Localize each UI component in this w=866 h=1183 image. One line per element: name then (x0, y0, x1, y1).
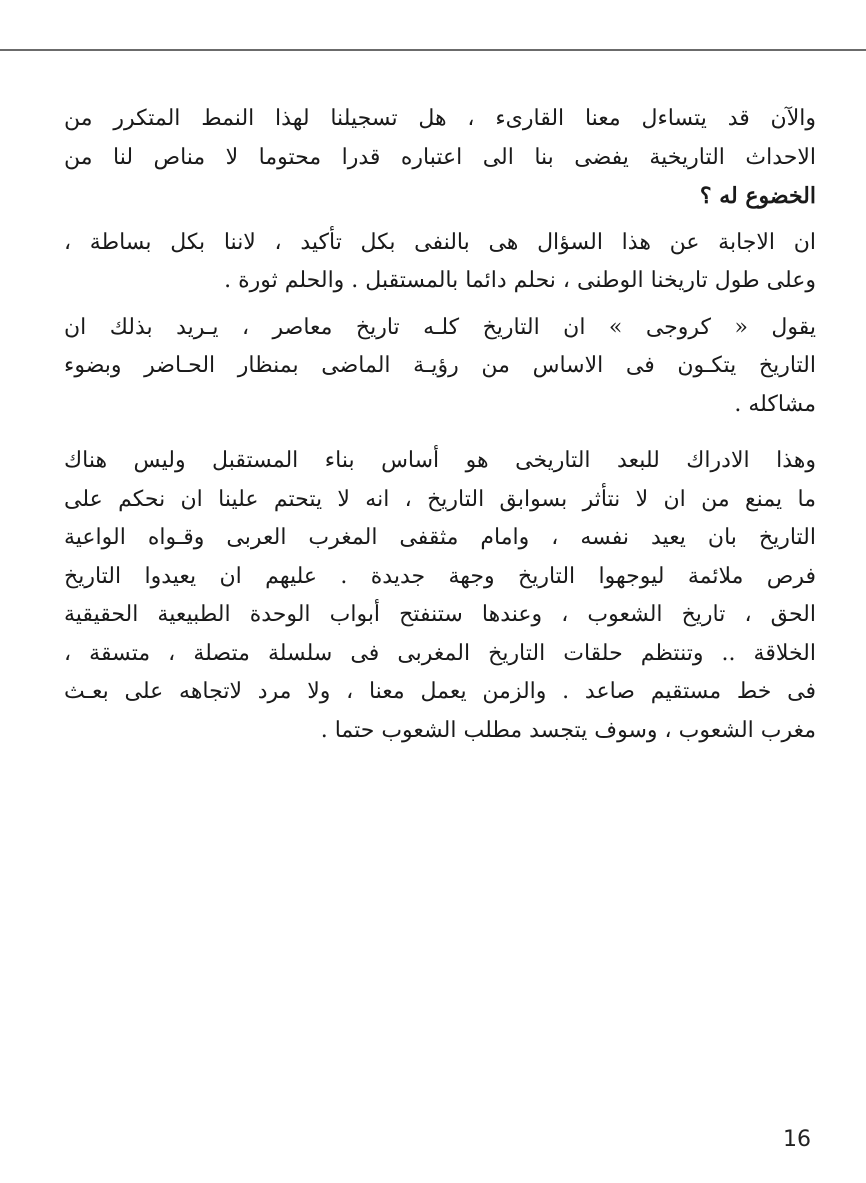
text-line: ما يمنع من ان لا نتأثر بسوابق التاريخ ، انه لا يتحتم علينا ان نحكم على (64, 486, 816, 512)
paragraph-2 (64, 224, 816, 301)
body-text (64, 100, 816, 758)
text-line: الاحداث التاريخية يفضى بنا الى اعتباره قدرا محتوما لا مناص لنا من (64, 144, 816, 170)
text-line: والآن قد يتساءل معنا القارىء ، هل تسجيلنا لهذا النمط المتكرر من (64, 106, 816, 131)
text-line: الحق ، تاريخ الشعوب ، وعندها ستنفتح أبواب الوحدة الطبيعية الحقيقية (64, 602, 816, 627)
text-line: وعلى طول تاريخنا الوطنى ، نحلم دائما بالمستقبل . والحلم ثورة . (224, 268, 816, 293)
text-line: مشاكله . (734, 391, 816, 417)
text-line: التاريخ بان يعيد نفسه ، وامام مثقفى المغرب العربى وقـواه الواعية (64, 525, 816, 550)
text-line: وهذا الادراك للبعد التاريخى هو أساس بناء المستقبل وليس هناك (64, 448, 816, 473)
paragraph-1 (64, 100, 816, 216)
page-number: 16 (783, 1127, 811, 1152)
text-line: مغرب الشعوب ، وسوف يتجسد مطلب الشعوب حتما . (320, 717, 816, 743)
text-line: يقول « كروجى » ان التاريخ كلـه تاريخ معاصر ، يـريد بذلك ان (64, 314, 816, 340)
text-line: فرص ملائمة ليوجهوا التاريخ وجهة جديدة . عليهم ان يعيدوا التاريخ (64, 563, 816, 589)
paragraph-3 (64, 309, 816, 425)
text-line: الخلاقة .. وتنتظم حلقات التاريخ المغربى فى سلسلة متصلة ، متسقة ، (64, 640, 816, 666)
text-line: ان الاجابة عن هذا السؤال هى بالنفى بكل تأكيد ، لاننا بكل بساطة ، (64, 229, 816, 255)
header-rule (0, 49, 866, 51)
text-line: فى خط مستقيم صاعد . والزمن يعمل معنا ، ولا مرد لاتجاهه على بعـث (64, 679, 816, 704)
text-line: الخضوع له ؟ (699, 183, 816, 209)
text-line: التاريخ يتكـون فى الاساس من رؤيـة الماضى بمنظار الحـاضر وبضوء (64, 353, 816, 378)
paragraph-4 (64, 442, 816, 750)
